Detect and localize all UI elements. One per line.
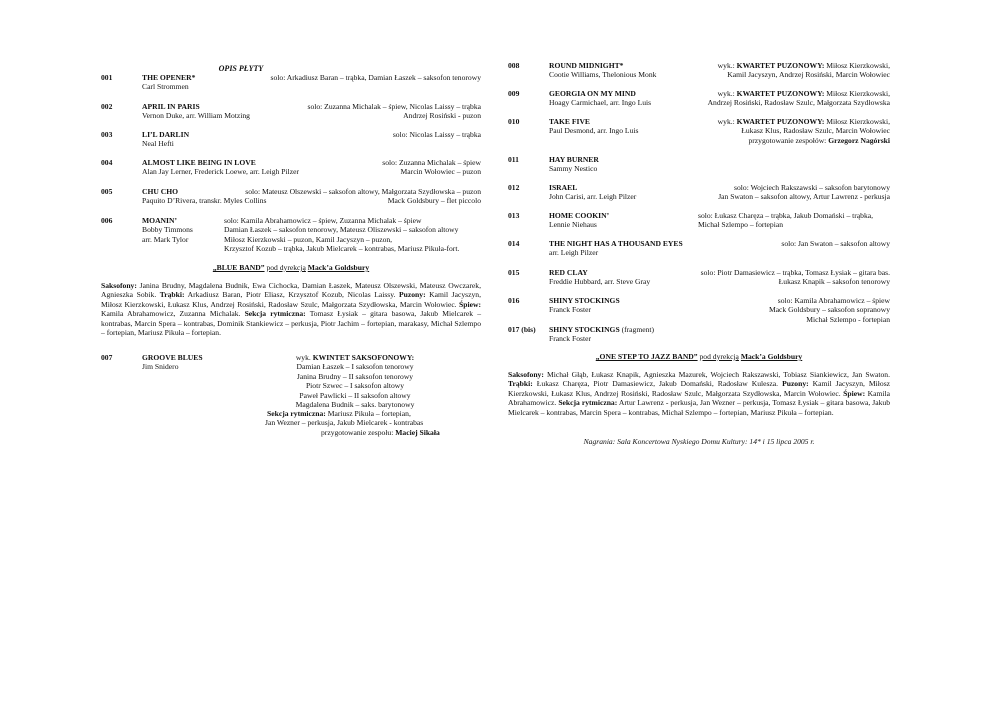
band-name: „BLUE BAND” <box>212 263 265 272</box>
solo-line: Mack Goldsbury – saksofon sopranowy <box>768 305 890 315</box>
ensemble-member: Damian Łaszek – I saksofon tenorowy <box>296 362 414 372</box>
track-info <box>549 211 609 230</box>
band-pod: pod dyrekcją <box>266 263 306 272</box>
ensemble-name: KWARTET PUZONOWY: <box>736 61 825 70</box>
track-number: 001 <box>101 73 113 82</box>
solo-line: Damian Łaszek – saksofon tenorowy, Mateusz Oliszewski – saksofon altowy <box>224 225 459 235</box>
track-number: 006 <box>101 216 113 225</box>
track-012 <box>508 183 890 203</box>
track-001 <box>101 73 481 93</box>
performer-line: Miłosz Kierzkowski, <box>826 117 890 126</box>
track-info <box>549 296 620 315</box>
prep-label: przygotowanie zespołu: <box>321 427 394 437</box>
band-leader: Mack’a Goldsbury <box>307 263 370 272</box>
track-solo <box>271 73 481 82</box>
track-solo <box>308 102 481 121</box>
performer-line: Andrzej Rosiński, Radosław Szulc, Małgorzata Szydłowska <box>707 98 890 108</box>
rhythm-label: Sekcja rytmiczna: <box>267 409 326 418</box>
track-006 <box>101 216 481 256</box>
lineup-text: Kamila Abrahamowicz. <box>508 388 890 408</box>
track-009 <box>508 89 890 109</box>
track-solo <box>701 268 890 287</box>
track-title: CHU CHO <box>142 187 179 196</box>
track-composer: Paul Desmond, arr. Ingo Luis <box>549 126 639 136</box>
track-composer: Paquito D’Rivera, transkr. Myles Collins <box>142 196 267 206</box>
track-arranger: arr. Mark Tylor <box>142 234 189 244</box>
track-number: 015 <box>508 268 520 277</box>
solo-line: Miłosz Kierzkowski – puzon, Kamil Jacyszyn – puzon, <box>224 234 393 244</box>
track-number: 016 <box>508 296 520 305</box>
wyk-label: wyk.: <box>717 89 735 98</box>
track-014 <box>508 239 890 259</box>
track-017 <box>508 325 890 345</box>
track-composer: Jim Snidero <box>142 362 179 372</box>
track-composer: Bobby Timmons <box>142 225 193 235</box>
lineup-label: Śpiew: <box>843 388 866 398</box>
track-title: MOANIN’ <box>142 216 178 225</box>
ensemble-heading <box>265 353 445 362</box>
lineup-label: Sekcja rytmiczna: <box>244 309 306 319</box>
track-number: 012 <box>508 183 520 192</box>
solo-line: solo: Łukasz Charęza – trąbka, Jakub Domański – trąbka, <box>698 211 874 220</box>
solo-line: Jan Swaton – saksofon altowy, Artur Lawrenz - perkusja <box>718 192 890 202</box>
track-title: HAY BURNER <box>549 155 599 164</box>
track-008 <box>508 61 890 81</box>
performer-line: Miłosz Kierzkowski, <box>826 61 890 70</box>
track-016 <box>508 296 890 326</box>
track-title: APRIL IN PARIS <box>142 102 200 111</box>
track-number: 010 <box>508 117 520 126</box>
solo-line: solo: Piotr Damasiewicz – trąbka, Tomasz Łysiak – gitara bas. <box>700 268 890 277</box>
solo-line: solo: Mateusz Olszewski – saksofon altowy, Małgorzata Szydłowska – puzon <box>245 187 481 196</box>
solo-line: solo: Jan Swaton – saksofon altowy <box>781 239 890 248</box>
rhythm-text: Mariusz Pikuła – fortepian, <box>327 409 411 418</box>
ensemble-name: KWARTET PUZONOWY: <box>736 89 825 98</box>
track-composer: Freddie Hubbard, arr. Steve Gray <box>549 277 651 287</box>
track-number: 004 <box>101 158 113 167</box>
track-composer: John Carisi, arr. Leigh Pilzer <box>549 192 637 202</box>
lineup-label: Trąbki: <box>159 290 185 300</box>
track-number: 008 <box>508 61 520 70</box>
track-composer: Franck Foster <box>549 305 591 315</box>
track-composer: Neal Hefti <box>142 139 174 149</box>
solo-line: solo: Zuzanna Michalak – śpiew, Nicolas Laissy – trąbka <box>307 102 481 111</box>
lineup-label: Saksofony: <box>508 370 544 379</box>
track-number: 009 <box>508 89 520 98</box>
track-005 <box>101 187 481 207</box>
band-lineup <box>508 370 890 417</box>
track-title: THE NIGHT HAS A THOUSAND EYES <box>549 239 683 248</box>
lineup-text: Kamil Jacyszyn, Miłosz Kierzkowski, Łukasz Klus, Andrzej Rosiński, Radosław Szulc, Małgorzata Szydłowska, Marcin Wołowiec. <box>508 379 891 398</box>
ensemble-block <box>265 353 445 409</box>
track-solo <box>781 239 890 248</box>
lineup-label: Trąbki: <box>508 379 533 389</box>
track-info <box>142 158 299 177</box>
track-title: HOME COOKIN’ <box>549 211 610 220</box>
track-composer: Carl Strommen <box>142 82 189 92</box>
lineup-text: Tomasz Łysiak – gitara basowa, Jakub Mielcarek – kontrabas, Marcin Spera – kontrabas, Dominik Stankiewicz – perkusja, Piotr Jachim – fortepian, marakasy, Michał Szlempo – fortepian, Mariusz Pikuła – fortepian. <box>101 309 481 338</box>
track-solo <box>224 216 459 254</box>
track-composer: Vernon Duke, arr. William Motzing <box>142 111 250 121</box>
track-003 <box>101 130 481 150</box>
track-number: 005 <box>101 187 113 196</box>
track-solo <box>718 183 890 202</box>
ensemble-member: Magdalena Budnik – saks. barytonowy <box>295 400 415 410</box>
band-heading <box>508 352 890 361</box>
lineup-label: Śpiew: <box>459 299 481 309</box>
track-solo <box>245 187 481 206</box>
track-composer: Sammy Nestico <box>549 164 598 174</box>
track-002 <box>101 102 481 122</box>
lineup-label: Puzony: <box>399 290 426 300</box>
track-title: SHINY STOCKINGS <box>549 296 620 305</box>
prep-name: Maciej Sikała <box>395 427 440 437</box>
track-info <box>549 325 654 344</box>
track-004 <box>101 158 481 178</box>
track-info <box>549 117 638 136</box>
track-performers <box>718 61 890 80</box>
track-info <box>549 61 656 80</box>
solo-line: solo: Kamila Abrahamowicz – śpiew, Zuzanna Michalak – śpiew <box>224 216 422 225</box>
track-info <box>549 268 650 287</box>
track-title: TAKE FIVE <box>549 117 590 126</box>
track-title-row <box>549 325 654 334</box>
track-010 <box>508 117 890 147</box>
track-info <box>549 89 651 108</box>
track-title: ALMOST LIKE BEING IN LOVE <box>142 158 256 167</box>
performer-line: Kamil Jacyszyn, Andrzej Rosiński, Marcin Wołowiec <box>727 70 890 80</box>
track-007 <box>101 353 481 443</box>
track-composer: arr. Leigh Pilzer <box>549 248 599 258</box>
ensemble-name: KWARTET PUZONOWY: <box>736 117 825 126</box>
track-number: 007 <box>101 353 113 362</box>
band-heading <box>101 263 481 272</box>
track-number: 013 <box>508 211 520 220</box>
track-title-extra: (fragment) <box>619 325 655 334</box>
prep-name: Grzegorz Nagórski <box>828 135 890 145</box>
performer-line: Miłosz Kierzkowski, <box>826 89 890 98</box>
track-title: LI’L DARLIN <box>142 130 190 139</box>
track-solo <box>698 211 873 230</box>
track-title: ISRAEL <box>549 183 578 192</box>
track-solo <box>769 296 890 324</box>
lineup-text: Arkadiusz Baran, Piotr Eliasz, Krzysztof Kozub, Nicolas Laissy. <box>187 290 396 300</box>
track-number: 002 <box>101 102 113 111</box>
solo-line: Marcin Wołowiec – puzon <box>400 167 481 177</box>
track-info <box>142 130 189 149</box>
track-011 <box>508 155 890 175</box>
wyk-label: wyk. <box>295 353 311 362</box>
solo-line: solo: Zuzanna Michalak – śpiew <box>382 158 481 167</box>
track-info <box>142 102 250 121</box>
solo-line: Andrzej Rosiński - puzon <box>403 111 481 121</box>
lineup-text: Kamil Jacyszyn, Miłosz Kierzkowski, Łukasz Klus, Andrzej Rosiński, Radosław Szulc, Małgorzata Szydłowska, Marcin Wołowiec. <box>101 290 481 309</box>
wyk-label: wyk.: <box>717 117 735 126</box>
track-013 <box>508 211 890 231</box>
track-info <box>142 73 195 92</box>
track-number: 014 <box>508 239 520 248</box>
lineup-label: Saksofony: <box>101 281 137 290</box>
band-name: „ONE STEP TO JAZZ BAND” <box>595 352 698 361</box>
track-info <box>142 353 203 372</box>
rhythm-block <box>265 409 440 437</box>
page-title: OPIS PŁYTY <box>218 64 264 73</box>
solo-line: Michał Szlempo – fortepian <box>698 220 783 230</box>
track-performers <box>708 89 890 108</box>
track-composer: Alan Jay Lerner, Frederick Loewe, arr. Leigh Pilzer <box>142 167 299 177</box>
track-title: GROOVE BLUES <box>142 353 203 362</box>
track-info <box>549 183 636 202</box>
track-title: ROUND MIDNIGHT* <box>549 61 624 70</box>
solo-line: Krzysztof Kozub – trąbka, Jakub Mielcarek – kontrabas, Mariusz Pikuła-fort. <box>224 244 460 254</box>
lineup-label: Sekcja rytmiczna: <box>558 398 618 408</box>
track-title: SHINY STOCKINGS <box>549 325 620 334</box>
solo-line: solo: Nicolas Laissy – trąbka <box>392 130 481 139</box>
track-info <box>549 155 599 174</box>
ensemble-member: Piotr Szwec – I saksofon altowy <box>305 381 405 391</box>
performer-line: Łukasz Klus, Radosław Szulc, Marcin Wołowiec <box>741 126 890 136</box>
solo-line: Łukasz Knapik – saksofon tenorowy <box>778 277 890 287</box>
lineup-text: Artur Lawrenz - perkusja, Jan Wezner – perkusja, Tomasz Łysiak – gitara basowa, Jakub Mielcarek – kontrabas, Marcin Spera – kontrabas, Michał Szlempo – fortepian, Mariusz Pikuła – fortepian. <box>508 398 890 417</box>
track-solo <box>393 130 481 139</box>
prep-label: przygotowanie zespołów: <box>748 135 827 145</box>
lineup-text: Kamila Abrahamowicz, Zuzanna Michalak. <box>101 309 241 319</box>
track-composer: Hoagy Carmichael, arr. Ingo Luis <box>549 98 652 108</box>
track-title: GEORGIA ON MY MIND <box>549 89 636 98</box>
track-composer: Franck Foster <box>549 334 591 344</box>
lineup-text: Łukasz Charęza, Piotr Damasiewicz, Jakub Domański, Radosław Kulesza. <box>536 379 779 389</box>
track-number: 011 <box>508 155 519 164</box>
band-lineup <box>101 281 481 337</box>
lineup-text: Michał Głąb, Łukasz Knapik, Agnieszka Mazurek, Wojciech Rakszawski, Tobiasz Siankiewicz, Jan Swaton. <box>547 370 891 379</box>
ensemble-member: Janina Brudny – II saksofon tenorowy <box>296 371 414 381</box>
track-015 <box>508 268 890 288</box>
rhythm-text: Jan Wezner – perkusja, Jakub Mielcarek - kontrabas <box>265 418 424 428</box>
ensemble-name: KWINTET SAKSOFONOWY: <box>312 353 415 362</box>
solo-line: Michał Szlempo - fortepian <box>806 314 890 324</box>
track-title: THE OPENER* <box>142 73 196 82</box>
track-composer: Lennie Niehaus <box>549 220 597 230</box>
solo-line: solo: Arkadiusz Baran – trąbka, Damian Łaszek – saksofon tenorowy <box>270 73 481 82</box>
track-info <box>142 216 193 244</box>
band-leader: Mack’a Goldsbury <box>740 352 803 361</box>
solo-line: solo: Wojciech Rakszawski – saksofon barytonowy <box>734 183 890 192</box>
track-solo <box>382 158 481 177</box>
track-composer: Cootie Williams, Thelonious Monk <box>549 70 657 80</box>
band-pod: pod dyrekcją <box>699 352 739 361</box>
lineup-text: Janina Brudny, Magdalena Budnik, Ewa Cichocka, Damian Łaszek, Mateusz Olszewski, Mateusz Owczarek, Agnieszka Sobik. <box>101 281 481 300</box>
track-number: 003 <box>101 130 113 139</box>
ensemble-member: Paweł Pawlicki – II saksofon altowy <box>299 390 411 400</box>
recording-note: Nagrania: Sala Koncertowa Nyskiego Domu Kultury: 14* i 15 lipca 2005 r. <box>583 437 815 446</box>
track-performers <box>718 117 890 145</box>
track-title: RED CLAY <box>549 268 588 277</box>
solo-line: Mack Goldsbury – flet piccolo <box>387 196 481 206</box>
track-number: 017 (bis) <box>508 325 536 334</box>
wyk-label: wyk.: <box>717 61 735 70</box>
track-info <box>549 239 683 258</box>
lineup-label: Puzony: <box>782 379 809 389</box>
solo-line: solo: Kamila Abrahamowicz – śpiew <box>777 296 890 305</box>
